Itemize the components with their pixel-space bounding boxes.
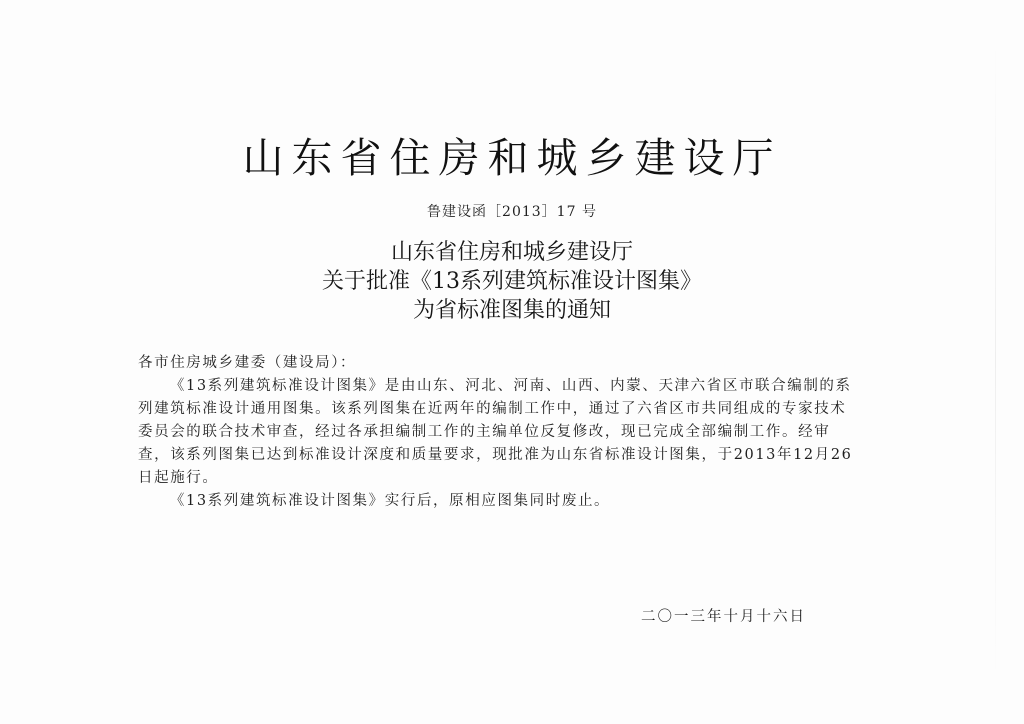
notice-title-line-1: 山东省住房和城乡建设厅 bbox=[390, 240, 633, 265]
notice-title-line-3: 为省标准图集的通知 bbox=[412, 298, 611, 323]
document-number: 鲁建设函［2013］17 号 bbox=[427, 204, 597, 220]
salutation: 各市住房城乡建委（建设局）： bbox=[138, 355, 357, 371]
issue-date: 二〇一三年十月十六日 bbox=[641, 609, 806, 625]
notice-title-line-2: 关于批准《13系列建筑标准设计图集》 bbox=[322, 269, 702, 294]
body-paragraph-1: 《13系列建筑标准设计图集》是由山东、河北、河南、山西、内蒙、天津六省区市联合编制的系列建筑标准设计通用图集。该系列图集在近两年的编制工作中，通过了六省区市共同组成的专家技术委员会的联合技术审查，经过各承担编制工作的主编单位反复修改，现已完成全部编制工作。经审查，该系列图集已达到标准设计深度和质量要求，现批准为山东省标准设计图集，于2013年12月26日起施行。 bbox=[138, 378, 853, 486]
issuing-department-heading: 山东省住房和城乡建设厅 bbox=[242, 134, 782, 182]
notice-title bbox=[0, 238, 1024, 325]
body-paragraph-2: 《13系列建筑标准设计图集》实行后，原相应图集同时废止。 bbox=[169, 493, 611, 509]
notice-body bbox=[138, 352, 860, 513]
